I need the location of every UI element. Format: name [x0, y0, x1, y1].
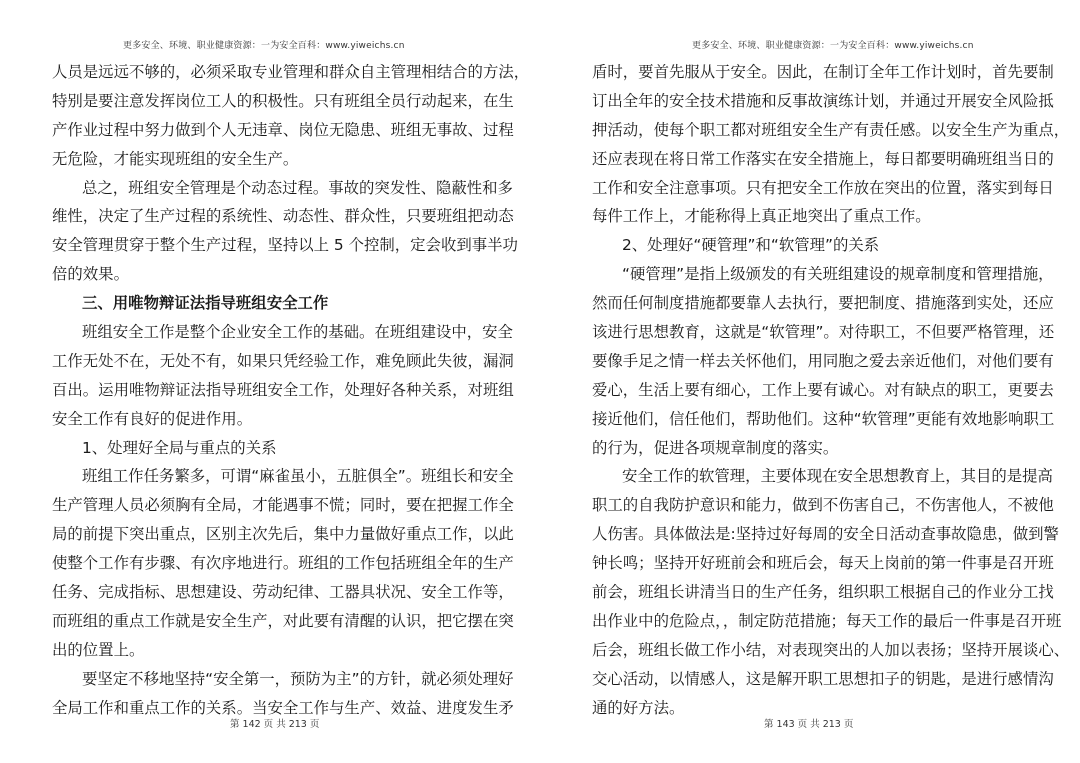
text-line: 2、处理好“硬管理”和“软管理”的关系 [622, 236, 880, 255]
text-line: 维性，决定了生产过程的系统性、动态性、群众性，只要班组把动态 [52, 207, 514, 226]
section-heading: 三、用唯物辩证法指导班组安全工作 [82, 294, 329, 313]
text-line: 盾时，要首先服从于安全。因此，在制订全年工作计划时，首先要制 [592, 63, 1054, 81]
text-line: 班组安全工作是整个企业安全工作的基础。在班组建设中，安全 [82, 323, 513, 342]
text-line: 前会，班组长讲清当日的生产任务，组织职工根据自己的作业分工找 [592, 583, 1054, 602]
text-line: 交心活动，以情感人，这是解开职工思想扣子的钥匙，是进行感情沟 [592, 669, 1054, 688]
text-line: 人员是远远不够的，必须采取专业管理和群众自主管理相结合的方法， [52, 63, 530, 81]
text-line: 安全工作有良好的促进作用。 [52, 409, 253, 428]
text-line: 无危险，才能实现班组的安全生产。 [52, 149, 299, 168]
text-line: 百出。运用唯物辩证法指导班组安全工作，处理好各种关系，对班组 [52, 380, 514, 399]
text-line: 任务、完成指标、思想建设、劳动纪律、工器具状况、安全工作等， [52, 583, 514, 602]
text-line: 特别是要注意发挥岗位工人的积极性。只有班组全员行动起来，在生 [52, 91, 514, 110]
text-line: 爱心，生活上要有细心，工作上要有诚心。对有缺点的职工，更要去 [592, 380, 1054, 399]
text-line: 还应表现在将日常工作落实在安全措施上，每日都要明确班组当日的 [592, 149, 1054, 168]
text-line: 生产管理人员必须胸有全局，才能遇事不慌；同时，要在把握工作全 [52, 496, 514, 515]
page-footer: 第 143 页 共 213 页 [764, 719, 854, 730]
text-line: 安全管理贯穿于整个生产过程，坚持以上 5 个控制，定会收到事半功 [52, 236, 518, 255]
text-line: 后会，班组长做工作小结，对表现突出的人加以表扬；坚持开展谈心、 [592, 640, 1070, 659]
text-line: “硬管理”是指上级颁发的有关班组建设的规章制度和管理措施， [622, 265, 1054, 284]
text-line: 然而任何制度措施都要靠人去执行，要把制度、措施落到实处，还应 [592, 294, 1054, 313]
text-line: 人伤害。具体做法是:坚持过好每周的安全日活动查事故隐患，做到警 [592, 525, 1059, 544]
text-line: 押活动，使每个职工都对班组安全生产有责任感。以安全生产为重点， [592, 120, 1070, 139]
page-footer: 第 142 页 共 213 页 [230, 719, 320, 730]
text-line: 通的好方法。 [592, 698, 685, 717]
text-line: 使整个工作有步骤、有次序地进行。班组的工作包括班组全年的生产 [52, 554, 514, 573]
text-line: 要像手足之情一样去关怀他们，用同胞之爱去亲近他们，对他们要有 [592, 351, 1054, 370]
text-line: 出的位置上。 [52, 640, 145, 659]
text-line: 而班组的重点工作就是安全生产，对此要有清醒的认识，把它摆在突 [52, 611, 514, 630]
text-line: 该进行思想教育，这就是“软管理”。对待职工，不但要严格管理，还 [592, 323, 1055, 342]
page-header: 更多安全、环境、职业健康资源：一为安全百科：www.yiweichs.cn [123, 41, 405, 51]
right-page [540, 0, 1080, 763]
text-line: 接近他们，信任他们，帮助他们。这种“软管理”更能有效地影响职工 [592, 409, 1055, 428]
page-body [592, 58, 1070, 722]
text-line: 安全工作的软管理，主要体现在安全思想教育上，其目的是提高 [622, 467, 1053, 486]
text-line: 钟长鸣；坚持开好班前会和班后会，每天上岗前的第一件事是召开班 [592, 554, 1054, 573]
text-line: 出作业中的危险点，，制定防范措施；每天工作的最后一件事是召开班 [592, 611, 1062, 630]
text-line: 每件工作上，才能称得上真正地突出了重点工作。 [592, 207, 931, 226]
text-line: 要坚定不移地坚持“安全第一，预防为主”的方针，就必须处理好 [82, 669, 514, 688]
text-line: 总之，班组安全管理是个动态过程。事故的突发性、隐蔽性和多 [82, 178, 513, 197]
text-line: 倍的效果。 [52, 265, 129, 284]
page-body [52, 58, 530, 722]
text-line: 局的前提下突出重点，区别主次先后，集中力量做好重点工作，以此 [52, 525, 514, 544]
text-line: 全局工作和重点工作的关系。当安全工作与生产、效益、进度发生矛 [52, 698, 514, 717]
text-line: 订出全年的安全技术措施和反事故演练计划，并通过开展安全风险抵 [592, 91, 1054, 110]
page-header: 更多安全、环境、职业健康资源：一为安全百科：www.yiweichs.cn [692, 41, 974, 51]
text-line: 工作无处不在，无处不有，如果只凭经验工作，难免顾此失彼，漏洞 [52, 351, 514, 370]
text-line: 工作和安全注意事项。只有把安全工作放在突出的位置，落实到每日 [592, 178, 1054, 197]
text-line: 职工的自我防护意识和能力，做到不伤害自己，不伤害他人，不被他 [592, 496, 1054, 515]
text-line: 1、处理好全局与重点的关系 [82, 438, 277, 457]
text-line: 产作业过程中努力做到个人无违章、岗位无隐患、班组无事故、过程 [52, 120, 514, 139]
text-line: 的行为，促进各项规章制度的落实。 [592, 438, 839, 457]
text-line: 班组工作任务繁多，可谓“麻雀虽小，五脏俱全”。班组长和安全 [82, 467, 514, 486]
